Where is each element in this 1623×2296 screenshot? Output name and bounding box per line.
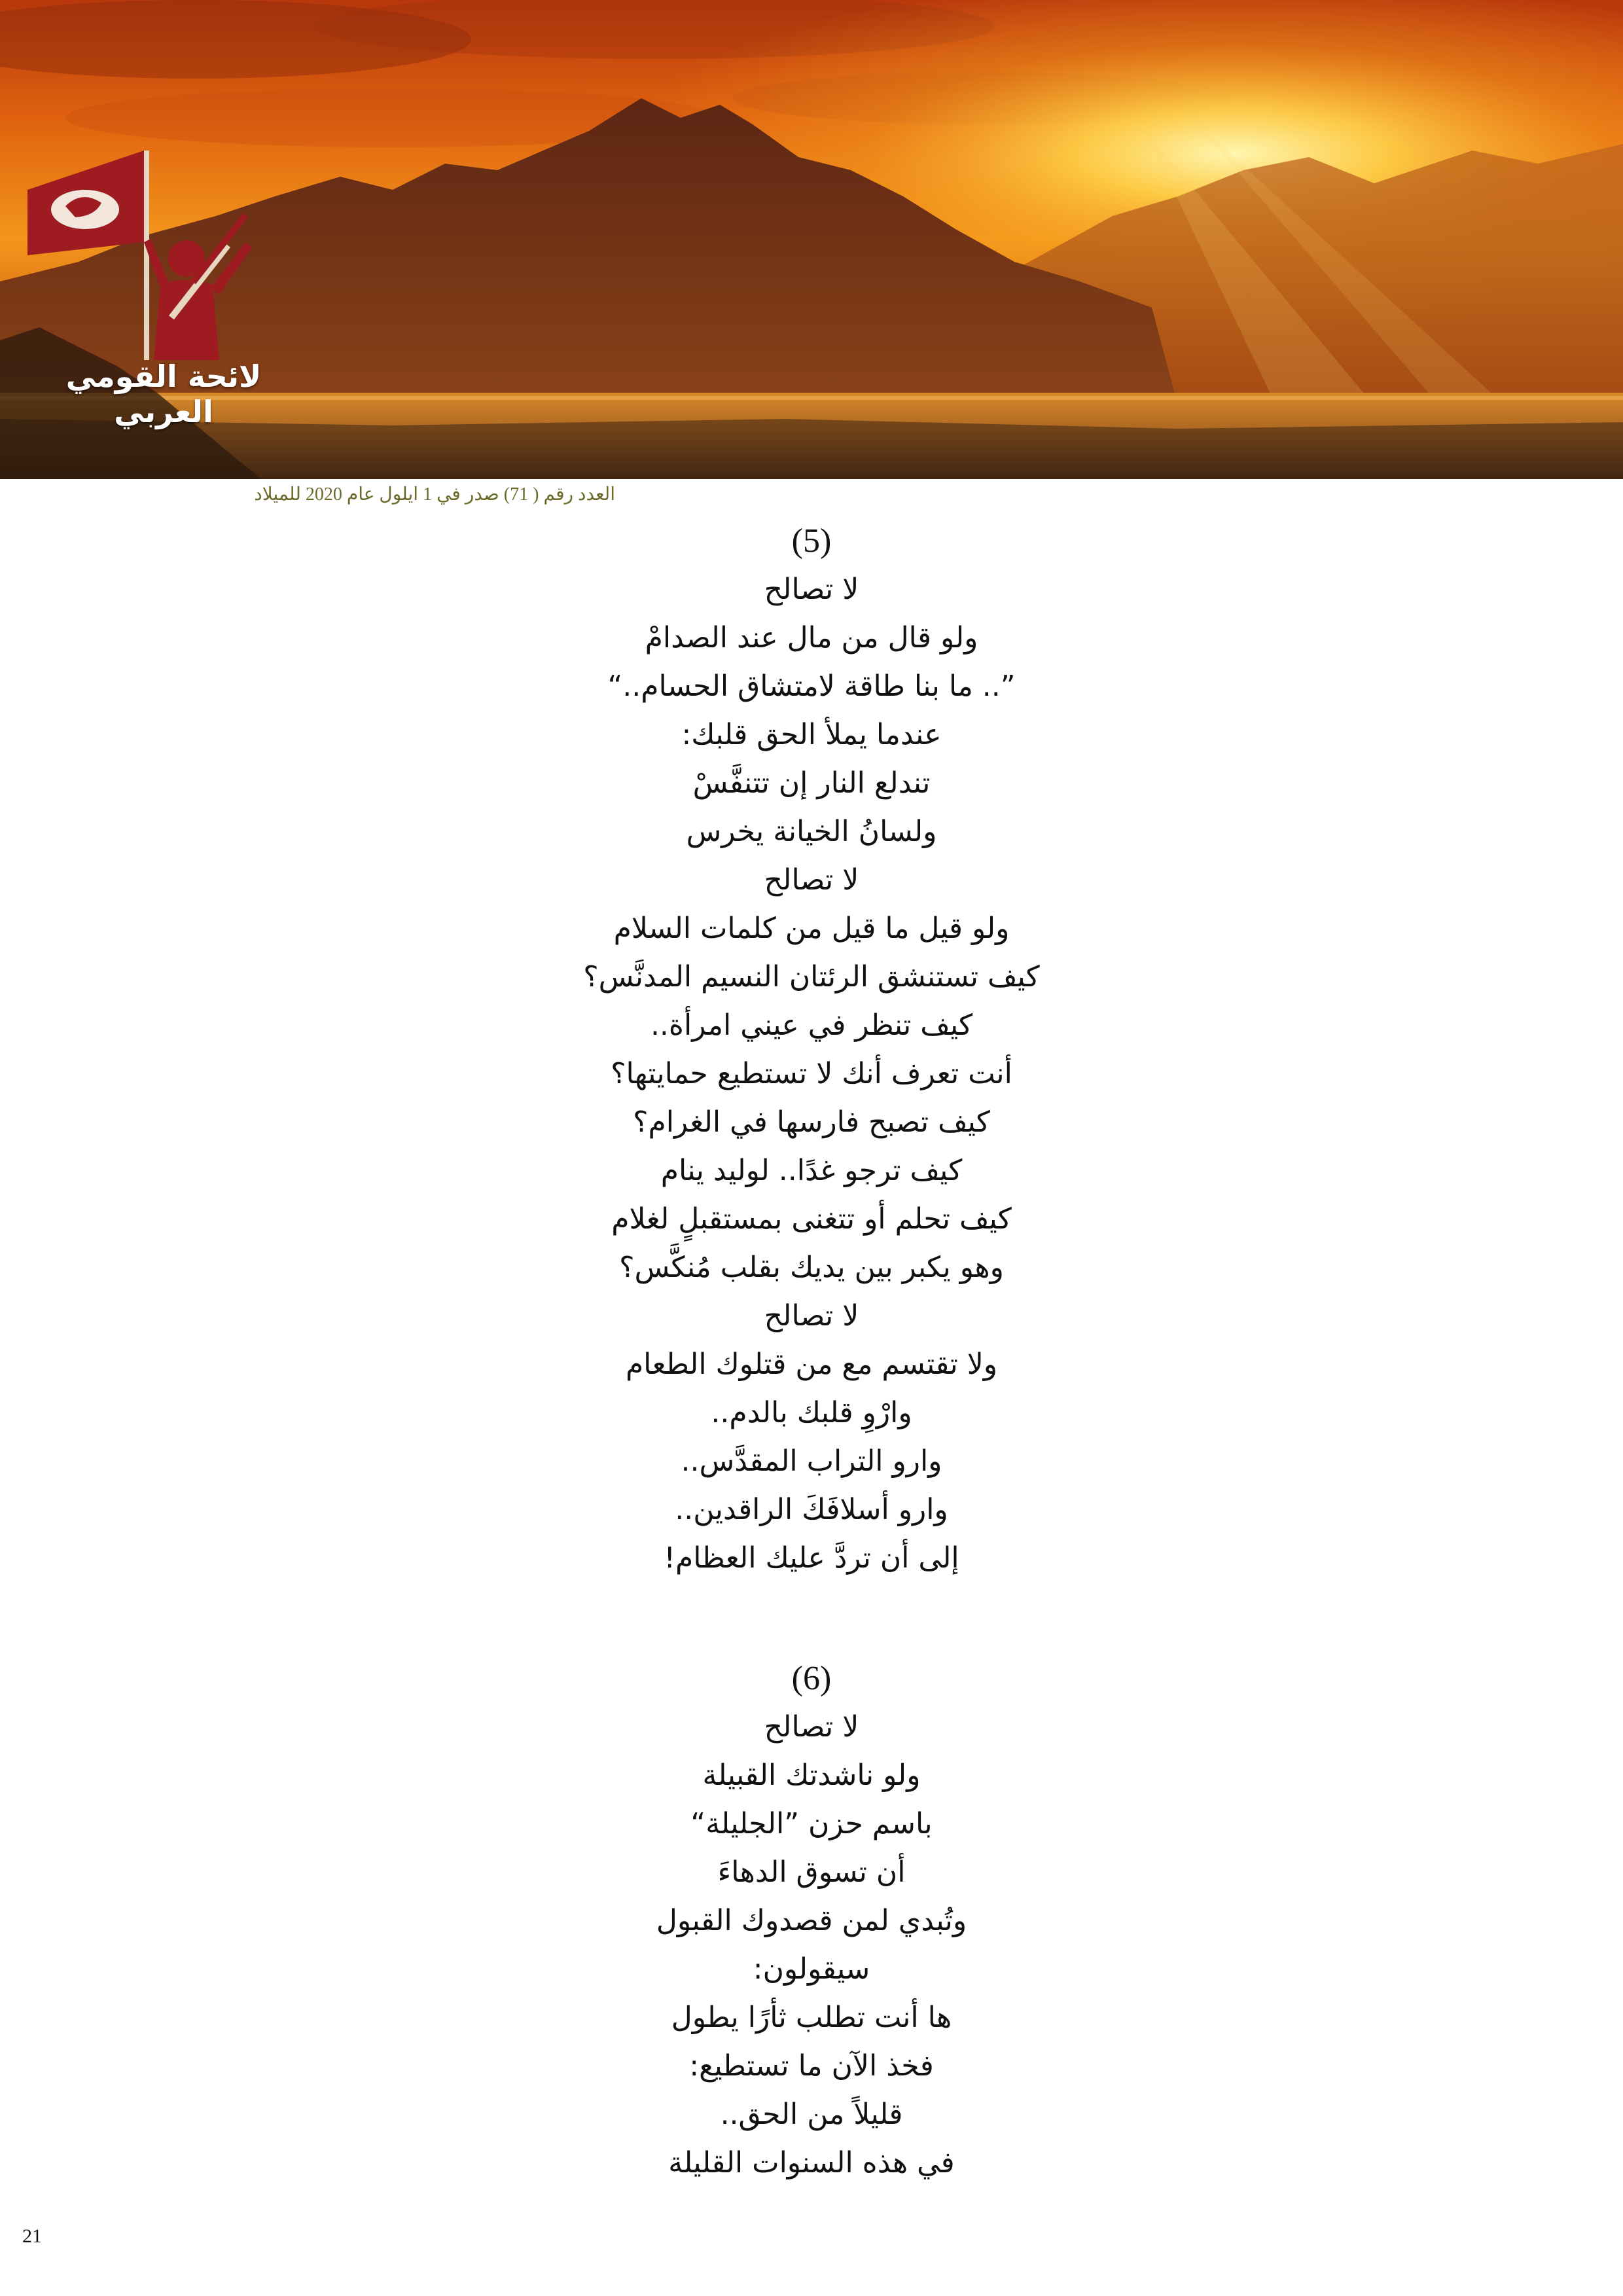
- stanza: [393, 1655, 1230, 2187]
- poem-line: كيف تستنشق الرئتان النسيم المدنَّس؟: [583, 960, 1040, 994]
- poem-line: ولو قيل ما قيل من كلمات السلام: [613, 912, 1010, 945]
- stanza-number: (6): [791, 1660, 832, 1697]
- poem-line: في هذه السنوات القليلة: [668, 2146, 955, 2179]
- poem-line: تندلع النار إن تتنفَّسْ: [692, 766, 931, 800]
- poem-line: لا تصالح: [764, 863, 859, 897]
- poem-line: كيف تنظر في عيني امرأة..: [650, 1009, 973, 1042]
- poem-line: كيف تصبح فارسها في الغرام؟: [633, 1105, 990, 1139]
- poem-line: ولسانُ الخيانة يخرس: [686, 815, 937, 848]
- poem-line: ولا تقتسم مع من قتلوك الطعام: [625, 1348, 998, 1381]
- stanza-gap: [393, 1583, 1230, 1655]
- poem-line: أنت تعرف أنك لا تستطيع حمايتها؟: [611, 1057, 1012, 1090]
- header-banner: [0, 0, 1623, 479]
- page-number: 21: [22, 2225, 42, 2247]
- poem-line: وارْوِ قلبك بالدم..: [711, 1396, 912, 1429]
- poem-line: ”.. ما بنا طاقة لامتشاق الحسام..“: [607, 670, 1016, 703]
- poem-line: قليلاً من الحق..: [720, 2098, 903, 2131]
- stanza-number: (5): [791, 522, 832, 560]
- poem-line: لا تصالح: [764, 1299, 859, 1333]
- stanza: [393, 517, 1230, 1583]
- poem-line: باسم حزن ”الجليلة“: [690, 1807, 933, 1840]
- poem-line: لا تصالح: [764, 573, 859, 606]
- logo-text: لائحة القومي العربي: [65, 359, 262, 429]
- issue-line: العدد رقم ( 71) صدر في 1 ايلول عام 2020 للميلاد: [254, 484, 615, 505]
- poem-line: وتُبدي لمن قصدوك القبول: [656, 1904, 967, 1937]
- poem-line: لا تصالح: [764, 1710, 859, 1744]
- poem-line: ولو قال من مال عند الصدامْ: [645, 621, 978, 655]
- poem-line: وارو أسلافَكَ الراقدين..: [675, 1493, 948, 1526]
- poem-line: إلى أن تردَّ عليك العظام!: [664, 1541, 959, 1575]
- poem-line: وهو يكبر بين يديك بقلب مُنكَّس؟: [619, 1251, 1004, 1284]
- poem-line: عندما يملأ الحق قلبك:: [681, 718, 942, 751]
- poem-line: أن تسوق الدهاءَ: [717, 1856, 906, 1889]
- poem-line: فخذ الآن ما تستطيع:: [689, 2049, 934, 2083]
- poem-line: كيف تحلم أو تتغنى بمستقبلٍ لغلام: [611, 1202, 1012, 1236]
- poem-line: ولو ناشدتك القبيلة: [702, 1759, 921, 1792]
- poem-line: وارو التراب المقدَّس..: [681, 1444, 942, 1478]
- poem-line: سيقولون:: [753, 1952, 870, 1986]
- poem-line: ها أنت تطلب ثأرًا يطول: [671, 2001, 952, 2034]
- poem: [393, 517, 1230, 2187]
- poem-line: كيف ترجو غدًا.. لوليد ينام: [660, 1154, 963, 1187]
